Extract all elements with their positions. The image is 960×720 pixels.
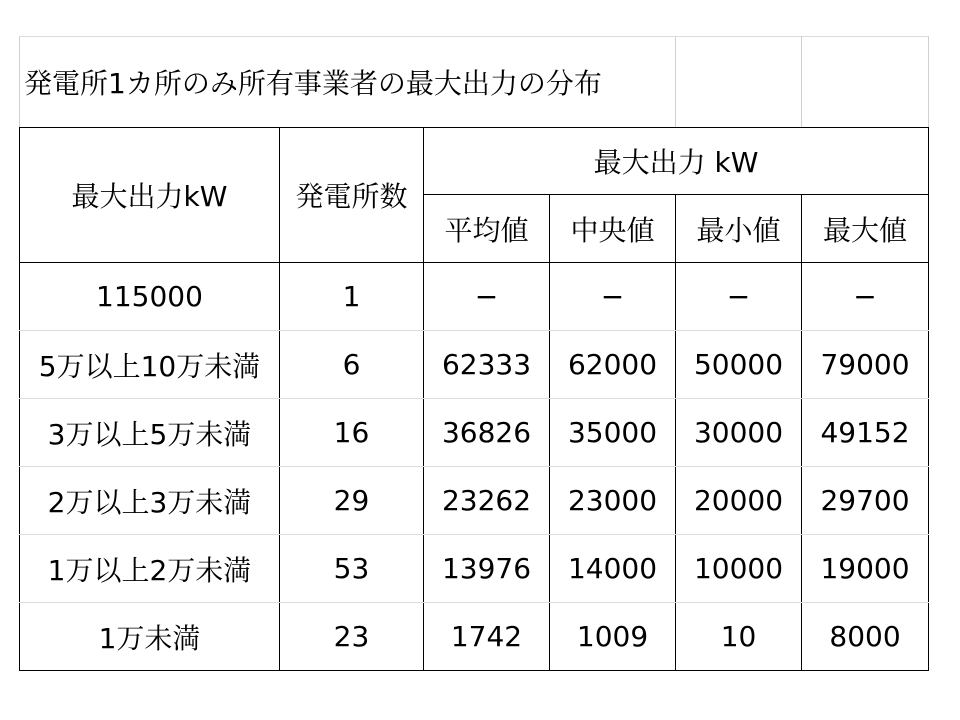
cell-range: 5万以上10万未満 — [20, 331, 280, 399]
cell-median: 1009 — [550, 603, 676, 671]
cell-median: 62000 — [550, 331, 676, 399]
cell-plants: 16 — [280, 399, 424, 467]
cell-median: 23000 — [550, 467, 676, 535]
cell-min: 20000 — [676, 467, 802, 535]
cell-range: 115000 — [20, 263, 280, 331]
cell-median: 14000 — [550, 535, 676, 603]
header-median: 中央値 — [550, 195, 676, 263]
cell-max: 29700 — [802, 467, 929, 535]
cell-plants: 1 — [280, 263, 424, 331]
empty-cell — [802, 37, 929, 128]
header-capacity: 最大出力kW — [20, 128, 280, 263]
output-distribution-table — [19, 36, 929, 671]
table-row — [20, 399, 929, 467]
cell-min: 30000 — [676, 399, 802, 467]
table-row — [20, 535, 929, 603]
cell-range: 2万以上3万未満 — [20, 467, 280, 535]
cell-plants: 53 — [280, 535, 424, 603]
cell-max: − — [802, 263, 929, 331]
cell-max: 19000 — [802, 535, 929, 603]
header-max-output-group: 最大出力 kW — [424, 128, 929, 195]
cell-min: 10000 — [676, 535, 802, 603]
table-title: 発電所1カ所のみ所有事業者の最大出力の分布 — [20, 37, 676, 128]
header-row-1 — [20, 128, 929, 195]
cell-mean: 36826 — [424, 399, 550, 467]
spreadsheet-table-container — [19, 36, 928, 669]
cell-max: 8000 — [802, 603, 929, 671]
cell-mean: 1742 — [424, 603, 550, 671]
cell-min: − — [676, 263, 802, 331]
cell-max: 79000 — [802, 331, 929, 399]
cell-mean: 13976 — [424, 535, 550, 603]
cell-plants: 29 — [280, 467, 424, 535]
cell-mean: 62333 — [424, 331, 550, 399]
cell-mean: 23262 — [424, 467, 550, 535]
table-row — [20, 331, 929, 399]
cell-plants: 6 — [280, 331, 424, 399]
header-plants: 発電所数 — [280, 128, 424, 263]
cell-range: 1万以上2万未満 — [20, 535, 280, 603]
cell-mean: − — [424, 263, 550, 331]
table-row — [20, 467, 929, 535]
table-row — [20, 603, 929, 671]
header-min: 最小値 — [676, 195, 802, 263]
cell-max: 49152 — [802, 399, 929, 467]
cell-min: 50000 — [676, 331, 802, 399]
cell-range: 3万以上5万未満 — [20, 399, 280, 467]
header-mean: 平均値 — [424, 195, 550, 263]
cell-min: 10 — [676, 603, 802, 671]
title-row — [20, 37, 929, 128]
cell-median: − — [550, 263, 676, 331]
cell-plants: 23 — [280, 603, 424, 671]
cell-median: 35000 — [550, 399, 676, 467]
empty-cell — [676, 37, 802, 128]
header-max: 最大値 — [802, 195, 929, 263]
table-row — [20, 263, 929, 331]
cell-range: 1万未満 — [20, 603, 280, 671]
